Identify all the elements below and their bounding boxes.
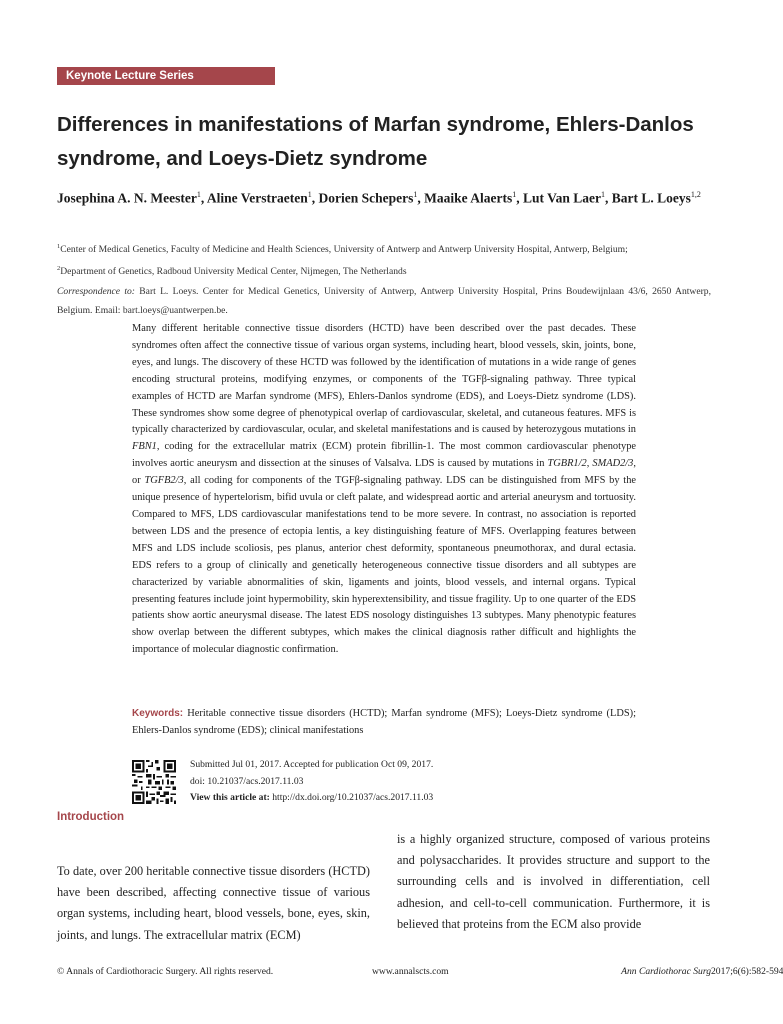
author-sup: 1 [512, 190, 517, 199]
qr-code-icon[interactable] [132, 760, 176, 804]
page-footer [57, 966, 783, 980]
section-heading-introduction: Introduction [57, 811, 125, 823]
series-banner: Keynote Lecture Series [57, 67, 275, 85]
author-name: Aline Verstraeten [206, 190, 308, 206]
author-name: Dorien Schepers [318, 190, 414, 206]
gene-name: TGFB2/3 [144, 475, 184, 487]
author-sup: 1,2 [690, 190, 701, 199]
footer-journal: Ann Cardiothorac Surg [621, 966, 711, 977]
abstract: Many different heritable connective tissue disorders (HCTD) have been described over the past decades. These syndromes often affect the connective tissue of various organ systems, including heart, blood vessels, skin, joints, bone, eyes, and lungs. The discovery of these HCTD was followed by the identification of mutations in a wide range of genes encoding structural proteins, modifying enzymes, or components of the TGFβ-signaling pathway. Three typical examples of HCTD are Marfan syndrome (MFS), Ehlers-Danlos syndrome (EDS), and Loeys-Dietz syndrome (LDS). These syndromes show some degree of phenotypical overlap of cardiovascular, skeletal, and cutaneous features. MFS is typically characterized by cardiovascular, ocular, and skeletal manifestations and is caused by heterozygous mutations in FBN1, coding for the extracellular matrix (ECM) protein fibrillin-1. The most common cardiovascular phenotype involves aortic aneurysm and dissection at the sinuses of Valsalva. LDS is caused by mutations in TGBR1/2, SMAD2/3, or TGFB2/3, all coding for components of the TGFβ-signaling pathway. LDS can be distinguished from MFS by the unique presence of hypertelorism, bifid uvula or cleft palate, and widespread aortic and arterial aneurysm and tortuosity. Compared to MFS, LDS cardiovascular manifestations tend to be more severe. In contrast, no association is reported between LDS and the presence of ectopia lentis, a key distinguishing feature of MFS. Overlapping features between MFS and LDS include scoliosis, pes planus, anterior chest deformity, spontaneous pneumothorax, and dural ectasia. EDS refers to a group of clinically and genetically heterogeneous connective tissue disorders and all subtypes are characterized by variable abnormalities of skin, ligaments and joints, blood vessels, and internal organs. Typical presenting features include joint hypermobility, skin hyperextensibility, and tissue fragility. Up to one quarter of the EDS patients show aortic aneurysmal disease. The latest EDS nosology distinguishes 13 subtypes. Many phenotypic features show overlap between the different subtypes, which makes the clinical diagnosis rather difficult and highlights the importance of molecular diagnostic confirmation. [132, 323, 636, 656]
gene-name: TGBR1/2 [547, 458, 587, 470]
footer-citation [621, 966, 783, 977]
author-name: Josephina A. N. Meester [57, 190, 197, 206]
affiliation-line: $^2$Department of Genetics, Radboud University Medical Center, Nijmegen, The Netherlands [57, 265, 407, 278]
submission-info [190, 757, 630, 807]
footer-website[interactable]: www.annalscts.com [372, 966, 449, 977]
author-sup: 1 [196, 190, 201, 199]
submission-dates: Submitted Jul 01, 2017. Accepted for publication Oct 09, 2017. [190, 759, 434, 770]
author-list: Josephina A. N. Meester$^1$, Aline Verstraeten$^1$, Dorien Schepers$^1$, Maaike Alaerts$^1$, Lut Van Laer$^1$, Bart L. Loeys$^{1,2}$ [57, 190, 701, 206]
author-sup: 1 [601, 190, 605, 199]
body-text-right-column: is a highly organized structure, composed of various proteins and polysaccharides. It provides structure and support to the surrounding cells and is involved in differentiation, cell adhesion, and cell-to-cell communication. Furthermore, it is believed that proteins from the ECM also provide [397, 832, 710, 931]
affiliations [57, 237, 711, 321]
correspondence-text: Bart L. Loeys. Center for Medical Genetics, University of Antwerp, Antwerp University Hospital, Prins Boudewijnlaan 43/6, 2650 Antwerp, Belgium. Email: bart.loeys@uantwerpen.be. [57, 285, 711, 317]
keywords-label: Keywords: [132, 708, 184, 719]
gene-name: FBN1 [132, 441, 157, 453]
article-title: Differences in manifestations of Marfan syndrome, Ehlers-Danlos syndrome, and Loeys-Dietz syndrome [57, 113, 694, 170]
view-article-line [190, 790, 630, 807]
keywords-text: Heritable connective tissue disorders (HCTD); Marfan syndrome (MFS); Loeys-Dietz syndrome (LDS); Ehlers-Danlos syndrome (EDS); clinical manifestations [132, 708, 636, 736]
author-name: Bart L. Loeys [611, 190, 691, 206]
view-article-label: View this article at: [190, 792, 270, 803]
author-sup: 1 [413, 190, 418, 199]
author-name: Lut Van Laer [522, 190, 601, 206]
author-name: Maaike Alaerts [424, 190, 513, 206]
doi: doi: 10.21037/acs.2017.11.03 [190, 775, 304, 787]
correspondence [57, 282, 711, 321]
correspondence-label: Correspondence to: [57, 285, 135, 297]
body-text-left-column: To date, over 200 heritable connective tissue disorders (HCTD) have been described, affecting connective tissue of various organ systems, including heart, blood vessels, bone, eyes, skin, joints, and lungs. The extracellular matrix (ECM) [57, 864, 370, 942]
footer-copyright: © Annals of Cardiothoracic Surgery. All rights reserved. [57, 966, 274, 977]
keywords [132, 706, 636, 740]
footer-volume: 2017;6(6):582-594 [711, 966, 783, 977]
gene-name: SMAD2/3 [592, 458, 634, 470]
author-sup: 1 [307, 190, 312, 199]
affiliation-line: $^1$Center of Medical Genetics, Faculty of Medicine and Health Sciences, University of Antwerp and Antwerp University Hospital, Antwerp, Belgium; [57, 243, 628, 256]
article-link[interactable]: http://dx.doi.org/10.21037/acs.2017.11.03 [272, 792, 434, 803]
